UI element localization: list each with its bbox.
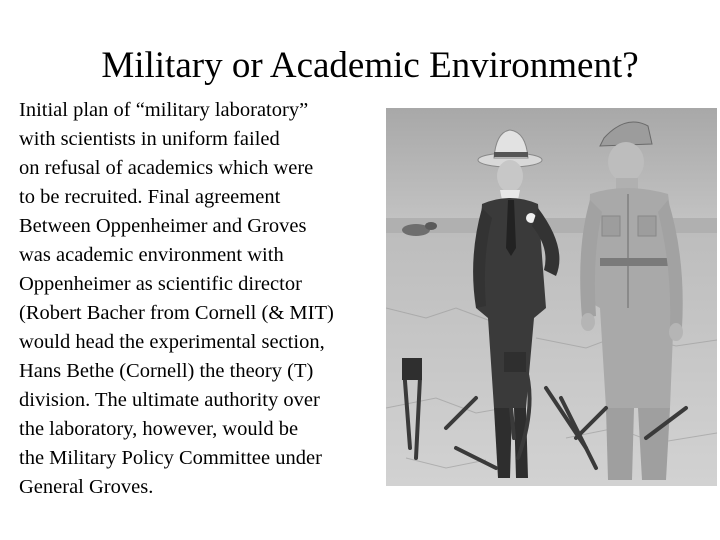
body-line: would head the experimental section,	[19, 331, 325, 353]
body-line: was academic environment with	[19, 244, 284, 266]
photo-illustration	[386, 108, 717, 486]
historical-photo	[386, 108, 717, 486]
body-line: the Military Policy Committee under	[19, 447, 322, 469]
body-line: the laboratory, however, would be	[19, 418, 299, 440]
slide-title: Military or Academic Environment?	[101, 45, 639, 86]
body-line: with scientists in uniform failed	[19, 128, 280, 150]
body-line: Hans Bethe (Cornell) the theory (T)	[19, 360, 314, 382]
body-line: division. The ultimate authority over	[19, 389, 320, 411]
body-line: Oppenheimer as scientific director	[19, 273, 302, 295]
body-line: Initial plan of “military laboratory”	[19, 99, 309, 121]
body-text	[19, 96, 389, 502]
body-line: on refusal of academics which were	[19, 157, 314, 179]
distant-debris	[425, 222, 437, 230]
body-line: General Groves.	[19, 476, 154, 498]
body-line: to be recruited. Final agreement	[19, 186, 281, 208]
body-line: (Robert Bacher from Cornell (& MIT)	[19, 302, 334, 324]
body-line: Between Oppenheimer and Groves	[19, 215, 307, 237]
